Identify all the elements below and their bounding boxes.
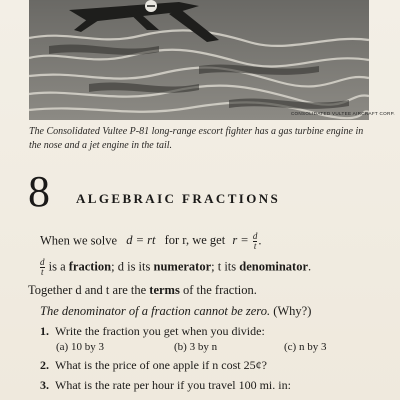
exercise-2 <box>40 358 267 373</box>
numerator-term: numerator <box>153 259 212 274</box>
exercise-1-option-b: (b) 3 by n <box>174 341 218 353</box>
solve-line <box>40 232 262 251</box>
of-fraction-text: of the fraction. <box>182 283 257 297</box>
exercise-3-number: 3. <box>40 378 49 392</box>
t-its-text: ; t its <box>211 259 237 274</box>
terms-line <box>28 283 257 298</box>
fraction-d-over-t-2 <box>40 258 45 277</box>
aircraft-photo-image <box>29 0 369 120</box>
fraction-term: fraction <box>68 259 112 274</box>
photo-caption: The Consolidated Vultee P-81 long-range escort fighter has a gas turbine engine in the nose and a jet engine in the tail. <box>29 126 364 151</box>
exercise-1-option-c: (c) n by 3 <box>284 341 327 353</box>
solve-for: for r, we get <box>164 233 226 248</box>
is-a-text: is a <box>48 259 66 274</box>
equation-lhs: d = rt <box>126 233 156 248</box>
fraction-denominator: t <box>253 241 257 251</box>
fraction-numerator: d <box>252 231 258 241</box>
rule-text: The denominator of a fraction cannot be zero. <box>40 304 271 318</box>
exercise-3-text: What is the rate per hour if you travel 100 mi. in: <box>55 378 291 392</box>
period-2: . <box>308 259 312 274</box>
exercise-2-text: What is the price of one apple if n cost 25¢? <box>55 358 267 372</box>
exercise-1-number: 1. <box>40 324 49 338</box>
solve-intro: When we solve <box>40 233 118 248</box>
fraction-denominator-2: t <box>40 267 44 277</box>
denominator-term: denominator <box>239 259 309 274</box>
exercise-1 <box>40 324 265 339</box>
exercise-1-option-a: (a) 10 by 3 <box>56 341 104 353</box>
d-is-its-text: ; d is its <box>111 259 151 274</box>
together-text: Together d and t are the <box>28 283 147 297</box>
exercise-2-number: 2. <box>40 358 49 372</box>
period: . <box>258 233 262 248</box>
fraction-numerator-2: d <box>40 257 45 267</box>
rule-line <box>40 304 311 319</box>
exercise-1-text: Write the fraction you get when you divide: <box>55 324 265 338</box>
fraction-definition-line <box>40 258 311 277</box>
photo-credit: CONSOLIDATED VULTEE AIRCRAFT CORP. <box>290 111 395 116</box>
exercise-3 <box>40 378 291 393</box>
terms-term: terms <box>149 283 180 297</box>
chapter-number: 8 <box>28 167 50 216</box>
chapter-title: ALGEBRAIC FRACTIONS <box>76 191 281 206</box>
why-text: (Why?) <box>273 304 312 318</box>
fraction-d-over-t <box>253 232 258 251</box>
aircraft-photo <box>29 0 395 120</box>
r-equals: r = <box>232 233 249 248</box>
